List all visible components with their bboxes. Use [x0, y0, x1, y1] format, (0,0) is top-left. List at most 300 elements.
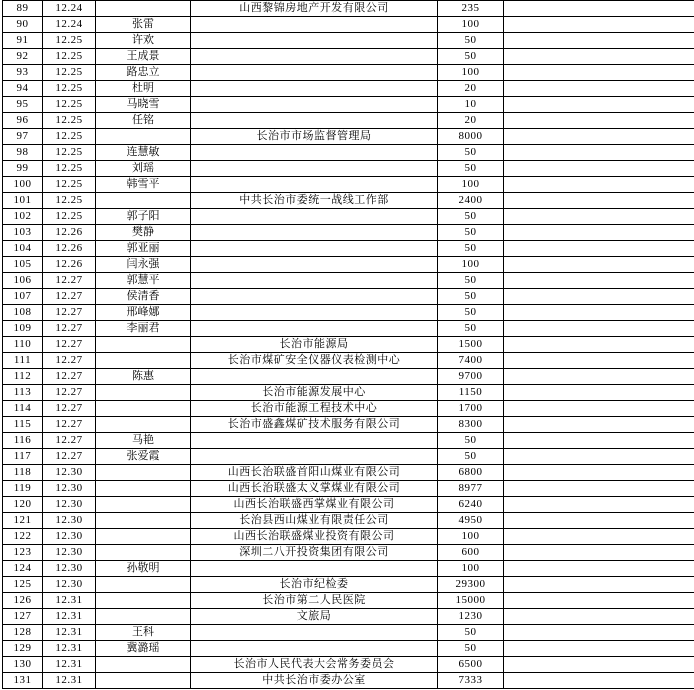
table-row	[3, 33, 694, 49]
cell-row-number[interactable]: 101	[3, 193, 43, 209]
cell-date[interactable]: 12.27	[43, 449, 96, 465]
cell-empty[interactable]	[504, 369, 694, 385]
table-row	[3, 289, 694, 305]
cell-empty[interactable]	[504, 353, 694, 369]
cell-amount[interactable]: 20	[438, 81, 504, 97]
cell-amount[interactable]: 600	[438, 545, 504, 561]
cell-amount[interactable]: 1150	[438, 385, 504, 401]
table-row	[3, 273, 694, 289]
cell-row-number[interactable]: 102	[3, 209, 43, 225]
table-row	[3, 193, 694, 209]
cell-date[interactable]: 12.26	[43, 241, 96, 257]
cell-amount[interactable]: 50	[438, 625, 504, 641]
cell-row-number[interactable]: 106	[3, 273, 43, 289]
cell-amount[interactable]: 6500	[438, 657, 504, 673]
cell-row-number[interactable]: 112	[3, 369, 43, 385]
cell-amount[interactable]: 1700	[438, 401, 504, 417]
cell-amount[interactable]: 50	[438, 433, 504, 449]
cell-organization[interactable]	[191, 449, 438, 465]
cell-date[interactable]: 12.25	[43, 65, 96, 81]
cell-empty[interactable]	[504, 513, 694, 529]
cell-empty[interactable]	[504, 65, 694, 81]
cell-organization[interactable]: 中共长治市委办公室	[191, 673, 438, 689]
cell-person-name[interactable]	[96, 545, 191, 561]
cell-empty[interactable]	[504, 49, 694, 65]
cell-person-name[interactable]	[96, 1, 191, 17]
cell-date[interactable]: 12.31	[43, 625, 96, 641]
cell-organization[interactable]	[191, 305, 438, 321]
cell-organization[interactable]	[191, 65, 438, 81]
cell-person-name[interactable]: 马晓雪	[96, 97, 191, 113]
cell-empty[interactable]	[504, 193, 694, 209]
cell-person-name[interactable]: 刘瑶	[96, 161, 191, 177]
cell-amount[interactable]: 50	[438, 241, 504, 257]
cell-organization[interactable]: 山西长治联盛太义掌煤业有限公司	[191, 481, 438, 497]
cell-amount[interactable]: 1500	[438, 337, 504, 353]
cell-organization[interactable]: 文旅局	[191, 609, 438, 625]
cell-organization[interactable]	[191, 145, 438, 161]
cell-row-number[interactable]: 131	[3, 673, 43, 689]
cell-date[interactable]: 12.30	[43, 577, 96, 593]
cell-row-number[interactable]: 103	[3, 225, 43, 241]
cell-row-number[interactable]: 123	[3, 545, 43, 561]
ledger-table	[2, 0, 694, 689]
cell-date[interactable]: 12.27	[43, 337, 96, 353]
cell-empty[interactable]	[504, 641, 694, 657]
cell-person-name[interactable]	[96, 193, 191, 209]
table-row	[3, 529, 694, 545]
cell-date[interactable]: 12.27	[43, 433, 96, 449]
cell-date[interactable]: 12.27	[43, 385, 96, 401]
cell-organization[interactable]	[191, 369, 438, 385]
cell-row-number[interactable]: 93	[3, 65, 43, 81]
cell-row-number[interactable]: 91	[3, 33, 43, 49]
cell-date[interactable]: 12.30	[43, 465, 96, 481]
cell-row-number[interactable]: 98	[3, 145, 43, 161]
cell-date[interactable]: 12.31	[43, 609, 96, 625]
cell-organization[interactable]	[191, 49, 438, 65]
table-row	[3, 17, 694, 33]
cell-empty[interactable]	[504, 225, 694, 241]
cell-amount[interactable]: 50	[438, 145, 504, 161]
cell-amount[interactable]: 50	[438, 641, 504, 657]
table-row	[3, 257, 694, 273]
cell-amount[interactable]: 6240	[438, 497, 504, 513]
cell-organization[interactable]	[191, 177, 438, 193]
cell-organization[interactable]	[191, 641, 438, 657]
cell-row-number[interactable]: 92	[3, 49, 43, 65]
table-row	[3, 81, 694, 97]
cell-row-number[interactable]: 110	[3, 337, 43, 353]
cell-amount[interactable]: 29300	[438, 577, 504, 593]
cell-person-name[interactable]	[96, 593, 191, 609]
cell-person-name[interactable]: 闫永强	[96, 257, 191, 273]
cell-date[interactable]: 12.27	[43, 273, 96, 289]
cell-date[interactable]: 12.25	[43, 81, 96, 97]
cell-organization[interactable]	[191, 433, 438, 449]
table-row	[3, 241, 694, 257]
cell-row-number[interactable]: 94	[3, 81, 43, 97]
cell-amount[interactable]: 50	[438, 209, 504, 225]
cell-row-number[interactable]: 129	[3, 641, 43, 657]
cell-amount[interactable]: 100	[438, 257, 504, 273]
table-row	[3, 449, 694, 465]
cell-organization[interactable]	[191, 209, 438, 225]
cell-row-number[interactable]: 105	[3, 257, 43, 273]
cell-row-number[interactable]: 121	[3, 513, 43, 529]
cell-empty[interactable]	[504, 529, 694, 545]
table-row	[3, 561, 694, 577]
cell-person-name[interactable]: 路忠立	[96, 65, 191, 81]
cell-empty[interactable]	[504, 113, 694, 129]
cell-person-name[interactable]: 侯清香	[96, 289, 191, 305]
table-row	[3, 673, 694, 689]
cell-empty[interactable]	[504, 273, 694, 289]
cell-empty[interactable]	[504, 81, 694, 97]
cell-empty[interactable]	[504, 177, 694, 193]
cell-organization[interactable]: 中共长治市委统一战线工作部	[191, 193, 438, 209]
cell-person-name[interactable]: 邢峰娜	[96, 305, 191, 321]
cell-empty[interactable]	[504, 305, 694, 321]
cell-amount[interactable]: 20	[438, 113, 504, 129]
cell-date[interactable]: 12.27	[43, 289, 96, 305]
cell-row-number[interactable]: 100	[3, 177, 43, 193]
table-row	[3, 641, 694, 657]
cell-person-name[interactable]	[96, 609, 191, 625]
cell-amount[interactable]: 15000	[438, 593, 504, 609]
cell-empty[interactable]	[504, 209, 694, 225]
cell-person-name[interactable]	[96, 385, 191, 401]
cell-organization[interactable]: 山西长治联盛首阳山煤业有限公司	[191, 465, 438, 481]
cell-person-name[interactable]: 杜明	[96, 81, 191, 97]
cell-organization[interactable]: 山西长治联盛西掌煤业有限公司	[191, 497, 438, 513]
cell-empty[interactable]	[504, 129, 694, 145]
cell-date[interactable]: 12.25	[43, 97, 96, 113]
cell-organization[interactable]	[191, 321, 438, 337]
cell-row-number[interactable]: 99	[3, 161, 43, 177]
table-row	[3, 225, 694, 241]
cell-person-name[interactable]	[96, 657, 191, 673]
cell-person-name[interactable]: 郭亚丽	[96, 241, 191, 257]
cell-amount[interactable]: 7333	[438, 673, 504, 689]
cell-amount[interactable]: 2400	[438, 193, 504, 209]
cell-person-name[interactable]	[96, 673, 191, 689]
cell-person-name[interactable]	[96, 529, 191, 545]
table-row	[3, 609, 694, 625]
cell-empty[interactable]	[504, 401, 694, 417]
table-row	[3, 97, 694, 113]
cell-row-number[interactable]: 104	[3, 241, 43, 257]
table-row	[3, 433, 694, 449]
cell-date[interactable]: 12.27	[43, 417, 96, 433]
cell-date[interactable]: 12.27	[43, 353, 96, 369]
table-row	[3, 625, 694, 641]
cell-date[interactable]: 12.30	[43, 481, 96, 497]
cell-empty[interactable]	[504, 449, 694, 465]
cell-person-name[interactable]	[96, 337, 191, 353]
cell-person-name[interactable]: 张雷	[96, 17, 191, 33]
cell-person-name[interactable]: 郭子阳	[96, 209, 191, 225]
cell-empty[interactable]	[504, 145, 694, 161]
cell-date[interactable]: 12.30	[43, 529, 96, 545]
cell-amount[interactable]: 10	[438, 97, 504, 113]
cell-amount[interactable]: 50	[438, 305, 504, 321]
cell-empty[interactable]	[504, 33, 694, 49]
cell-organization[interactable]: 深圳二八开投资集团有限公司	[191, 545, 438, 561]
cell-empty[interactable]	[504, 417, 694, 433]
cell-organization[interactable]	[191, 33, 438, 49]
cell-amount[interactable]: 100	[438, 177, 504, 193]
cell-amount[interactable]: 100	[438, 529, 504, 545]
cell-date[interactable]: 12.25	[43, 145, 96, 161]
cell-date[interactable]: 12.24	[43, 17, 96, 33]
table-row	[3, 305, 694, 321]
table-row	[3, 657, 694, 673]
cell-empty[interactable]	[504, 337, 694, 353]
table-row	[3, 337, 694, 353]
table-row	[3, 49, 694, 65]
cell-date[interactable]: 12.31	[43, 641, 96, 657]
table-row	[3, 593, 694, 609]
cell-date[interactable]: 12.25	[43, 33, 96, 49]
table-row	[3, 401, 694, 417]
cell-date[interactable]: 12.25	[43, 49, 96, 65]
cell-amount[interactable]: 50	[438, 289, 504, 305]
cell-date[interactable]: 12.26	[43, 257, 96, 273]
cell-person-name[interactable]	[96, 353, 191, 369]
cell-row-number[interactable]: 120	[3, 497, 43, 513]
table-row	[3, 577, 694, 593]
cell-date[interactable]: 12.30	[43, 513, 96, 529]
cell-person-name[interactable]: 樊静	[96, 225, 191, 241]
table-row	[3, 113, 694, 129]
cell-date[interactable]: 12.24	[43, 1, 96, 17]
cell-row-number[interactable]: 96	[3, 113, 43, 129]
cell-row-number[interactable]: 127	[3, 609, 43, 625]
cell-person-name[interactable]: 连慧敏	[96, 145, 191, 161]
cell-empty[interactable]	[504, 97, 694, 113]
cell-person-name[interactable]: 张爱霞	[96, 449, 191, 465]
cell-amount[interactable]: 50	[438, 225, 504, 241]
cell-date[interactable]: 12.27	[43, 401, 96, 417]
cell-organization[interactable]: 长治市第二人民医院	[191, 593, 438, 609]
cell-organization[interactable]	[191, 289, 438, 305]
cell-empty[interactable]	[504, 577, 694, 593]
cell-row-number[interactable]: 114	[3, 401, 43, 417]
cell-empty[interactable]	[504, 17, 694, 33]
table-row	[3, 145, 694, 161]
table-row	[3, 209, 694, 225]
cell-row-number[interactable]: 125	[3, 577, 43, 593]
cell-date[interactable]: 12.26	[43, 225, 96, 241]
cell-person-name[interactable]	[96, 401, 191, 417]
cell-amount[interactable]: 8300	[438, 417, 504, 433]
cell-amount[interactable]: 50	[438, 321, 504, 337]
cell-date[interactable]: 12.30	[43, 561, 96, 577]
cell-amount[interactable]: 7400	[438, 353, 504, 369]
cell-organization[interactable]	[191, 273, 438, 289]
cell-amount[interactable]: 9700	[438, 369, 504, 385]
table-row	[3, 1, 694, 17]
cell-person-name[interactable]	[96, 129, 191, 145]
cell-row-number[interactable]: 115	[3, 417, 43, 433]
cell-row-number[interactable]: 111	[3, 353, 43, 369]
cell-row-number[interactable]: 122	[3, 529, 43, 545]
cell-row-number[interactable]: 128	[3, 625, 43, 641]
cell-person-name[interactable]: 王成景	[96, 49, 191, 65]
cell-organization[interactable]: 长治市市场监督管理局	[191, 129, 438, 145]
cell-row-number[interactable]: 89	[3, 1, 43, 17]
table-row	[3, 465, 694, 481]
cell-date[interactable]: 12.25	[43, 177, 96, 193]
cell-amount[interactable]: 50	[438, 449, 504, 465]
cell-organization[interactable]: 长治市人民代表大会常务委员会	[191, 657, 438, 673]
cell-date[interactable]: 12.31	[43, 657, 96, 673]
cell-row-number[interactable]: 119	[3, 481, 43, 497]
cell-organization[interactable]	[191, 625, 438, 641]
table-row	[3, 417, 694, 433]
cell-organization[interactable]: 长治市纪检委	[191, 577, 438, 593]
cell-amount[interactable]: 100	[438, 17, 504, 33]
cell-person-name[interactable]	[96, 481, 191, 497]
cell-organization[interactable]: 长治市盛鑫煤矿技术服务有限公司	[191, 417, 438, 433]
cell-empty[interactable]	[504, 385, 694, 401]
cell-date[interactable]: 12.27	[43, 321, 96, 337]
cell-date[interactable]: 12.31	[43, 593, 96, 609]
cell-empty[interactable]	[504, 161, 694, 177]
cell-person-name[interactable]: 任铭	[96, 113, 191, 129]
cell-empty[interactable]	[504, 657, 694, 673]
cell-empty[interactable]	[504, 289, 694, 305]
cell-date[interactable]: 12.30	[43, 545, 96, 561]
cell-organization[interactable]	[191, 257, 438, 273]
cell-person-name[interactable]: 冀潞瑶	[96, 641, 191, 657]
cell-row-number[interactable]: 107	[3, 289, 43, 305]
cell-organization[interactable]	[191, 241, 438, 257]
cell-amount[interactable]: 235	[438, 1, 504, 17]
cell-empty[interactable]	[504, 321, 694, 337]
cell-person-name[interactable]: 李丽君	[96, 321, 191, 337]
cell-row-number[interactable]: 109	[3, 321, 43, 337]
cell-organization[interactable]	[191, 17, 438, 33]
table-row	[3, 481, 694, 497]
cell-organization[interactable]: 长治市能源工程技术中心	[191, 401, 438, 417]
cell-organization[interactable]: 山西黎锦房地产开发有限公司	[191, 1, 438, 17]
cell-person-name[interactable]	[96, 577, 191, 593]
table-row	[3, 161, 694, 177]
cell-row-number[interactable]: 108	[3, 305, 43, 321]
cell-amount[interactable]: 50	[438, 33, 504, 49]
cell-person-name[interactable]	[96, 497, 191, 513]
cell-person-name[interactable]	[96, 417, 191, 433]
cell-date[interactable]: 12.27	[43, 305, 96, 321]
cell-date[interactable]: 12.25	[43, 161, 96, 177]
cell-amount[interactable]: 50	[438, 273, 504, 289]
cell-date[interactable]: 12.30	[43, 497, 96, 513]
cell-organization[interactable]	[191, 97, 438, 113]
table-row	[3, 129, 694, 145]
table-row	[3, 497, 694, 513]
cell-row-number[interactable]: 97	[3, 129, 43, 145]
cell-person-name[interactable]	[96, 513, 191, 529]
cell-empty[interactable]	[504, 241, 694, 257]
cell-organization[interactable]	[191, 561, 438, 577]
cell-empty[interactable]	[504, 433, 694, 449]
cell-organization[interactable]: 长治市能源局	[191, 337, 438, 353]
cell-empty[interactable]	[504, 257, 694, 273]
cell-amount[interactable]: 8000	[438, 129, 504, 145]
cell-date[interactable]: 12.27	[43, 369, 96, 385]
cell-amount[interactable]: 4950	[438, 513, 504, 529]
cell-empty[interactable]	[504, 561, 694, 577]
cell-date[interactable]: 12.25	[43, 209, 96, 225]
cell-amount[interactable]: 6800	[438, 465, 504, 481]
cell-organization[interactable]	[191, 161, 438, 177]
cell-empty[interactable]	[504, 625, 694, 641]
cell-empty[interactable]	[504, 465, 694, 481]
cell-person-name[interactable]: 陈惠	[96, 369, 191, 385]
cell-organization[interactable]: 长治市能源发展中心	[191, 385, 438, 401]
cell-date[interactable]: 12.25	[43, 113, 96, 129]
cell-amount[interactable]: 1230	[438, 609, 504, 625]
cell-amount[interactable]: 50	[438, 49, 504, 65]
cell-empty[interactable]	[504, 593, 694, 609]
cell-date[interactable]: 12.25	[43, 129, 96, 145]
cell-row-number[interactable]: 130	[3, 657, 43, 673]
table-row	[3, 65, 694, 81]
table-row	[3, 353, 694, 369]
table-row	[3, 321, 694, 337]
cell-amount[interactable]: 8977	[438, 481, 504, 497]
cell-row-number[interactable]: 90	[3, 17, 43, 33]
cell-organization[interactable]: 长治市煤矿安全仪器仪表检测中心	[191, 353, 438, 369]
cell-organization[interactable]: 长治县西山煤业有限责任公司	[191, 513, 438, 529]
cell-row-number[interactable]: 95	[3, 97, 43, 113]
cell-row-number[interactable]: 117	[3, 449, 43, 465]
cell-empty[interactable]	[504, 481, 694, 497]
cell-person-name[interactable]: 许欢	[96, 33, 191, 49]
cell-row-number[interactable]: 118	[3, 465, 43, 481]
cell-empty[interactable]	[504, 545, 694, 561]
cell-person-name[interactable]	[96, 465, 191, 481]
table-row	[3, 513, 694, 529]
cell-amount[interactable]: 100	[438, 561, 504, 577]
cell-row-number[interactable]: 113	[3, 385, 43, 401]
cell-empty[interactable]	[504, 609, 694, 625]
cell-empty[interactable]	[504, 673, 694, 689]
cell-person-name[interactable]: 马艳	[96, 433, 191, 449]
cell-organization[interactable]: 山西长治联盛煤业投资有限公司	[191, 529, 438, 545]
table-row	[3, 545, 694, 561]
cell-organization[interactable]	[191, 81, 438, 97]
cell-date[interactable]: 12.31	[43, 673, 96, 689]
cell-organization[interactable]	[191, 225, 438, 241]
cell-empty[interactable]	[504, 497, 694, 513]
cell-row-number[interactable]: 126	[3, 593, 43, 609]
cell-person-name[interactable]: 王科	[96, 625, 191, 641]
cell-person-name[interactable]: 孙敬明	[96, 561, 191, 577]
table-row	[3, 369, 694, 385]
cell-empty[interactable]	[504, 1, 694, 17]
cell-person-name[interactable]: 韩雪平	[96, 177, 191, 193]
cell-person-name[interactable]: 郭慧平	[96, 273, 191, 289]
cell-organization[interactable]	[191, 113, 438, 129]
cell-row-number[interactable]: 124	[3, 561, 43, 577]
cell-row-number[interactable]: 116	[3, 433, 43, 449]
cell-amount[interactable]: 100	[438, 65, 504, 81]
cell-amount[interactable]: 50	[438, 161, 504, 177]
cell-date[interactable]: 12.25	[43, 193, 96, 209]
